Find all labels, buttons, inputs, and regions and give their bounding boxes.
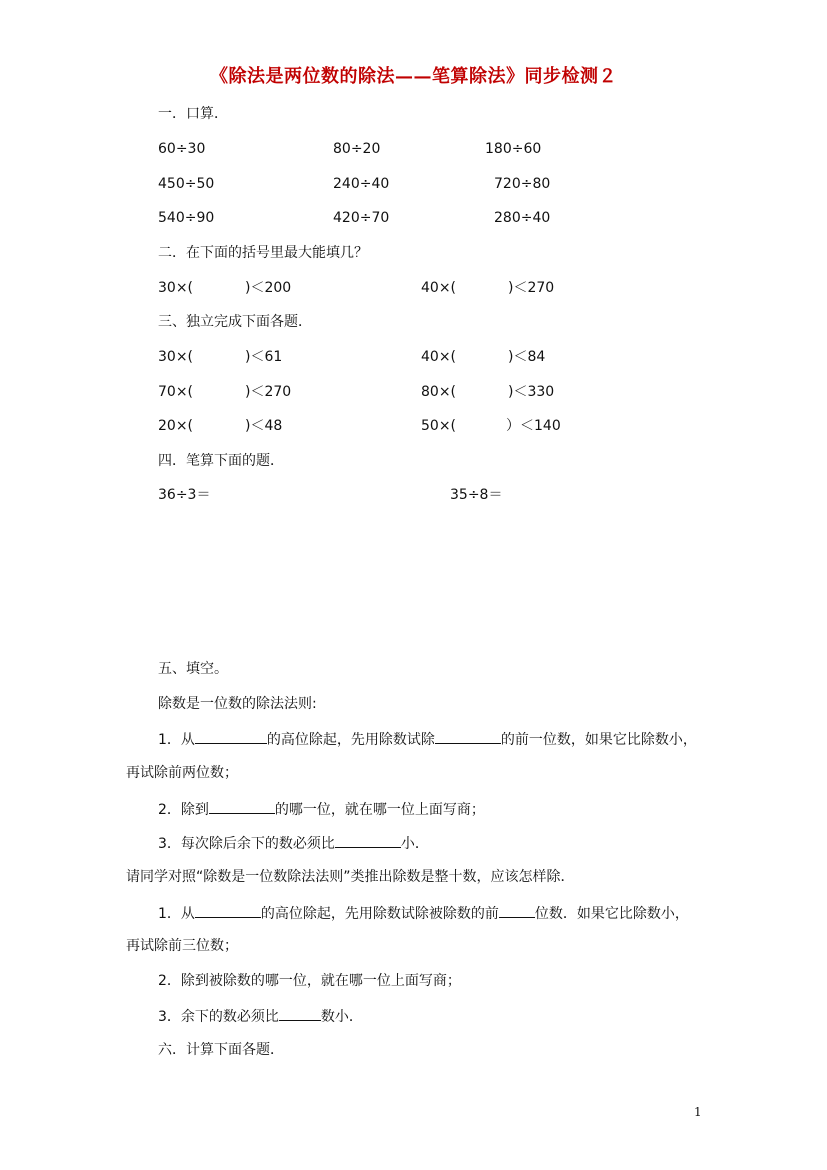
fill-blank [335, 832, 401, 848]
bracket-item-left: 30×( [158, 349, 194, 365]
fill-blank [195, 728, 267, 744]
fill-blank [195, 902, 261, 918]
rule-line-3 [158, 832, 429, 854]
oral-calc-item: 540÷90 [158, 210, 215, 226]
oral-calc-item: 240÷40 [333, 176, 390, 192]
question-line-3 [158, 1005, 363, 1027]
question-line-1 [158, 902, 689, 924]
text: 小． [400, 836, 429, 852]
text: 的高位除起，先用除数试除被除数的前 [260, 906, 499, 922]
bracket-item-right: )＜84 [508, 349, 546, 365]
text: 的前一位数，如果它比除数小， [500, 732, 697, 748]
rule-line-1-cont: 再试除前两位数； [126, 765, 238, 781]
text: 3．余下的数必须比 [158, 1009, 279, 1025]
section5-heading: 五、填空。 [158, 661, 228, 677]
bracket-item-right: )＜200 [245, 280, 292, 296]
rule-title: 除数是一位数的除法法则: [158, 696, 317, 712]
oral-calc-item: 420÷70 [333, 210, 390, 226]
bracket-item-right: )＜270 [245, 384, 292, 400]
text: 的高位除起，先用除数试除 [266, 732, 435, 748]
rule-line-2 [158, 798, 485, 820]
oral-calc-item: 450÷50 [158, 176, 215, 192]
rule-line-1 [158, 728, 697, 750]
section1-heading: 一．口算． [158, 106, 228, 122]
fill-blank [209, 798, 275, 814]
bracket-item-right: )＜330 [508, 384, 555, 400]
oral-calc-item: 80÷20 [333, 141, 381, 157]
bracket-item-left: 70×( [158, 384, 194, 400]
analogy-prompt: 请同学对照“除数是一位数除法法则”类推出除数是整十数，应该怎样除． [126, 869, 575, 885]
section4-heading: 四．笔算下面的题． [158, 453, 284, 469]
text: 数小． [320, 1009, 363, 1025]
bracket-item-right: )＜48 [245, 418, 283, 434]
text: 1．从 [158, 906, 195, 922]
text: 的哪一位，就在哪一位上面写商； [274, 802, 485, 818]
bracket-item-left: 50×( [421, 418, 457, 434]
text: 1．从 [158, 732, 195, 748]
bracket-item-right: )＜270 [508, 280, 555, 296]
section2-heading: 二．在下面的括号里最大能填几？ [158, 245, 368, 261]
oral-calc-item: 280÷40 [494, 210, 551, 226]
text: 位数．如果它比除数小， [534, 906, 689, 922]
section6-heading: 六．计算下面各题． [158, 1042, 284, 1058]
oral-calc-item: 60÷30 [158, 141, 206, 157]
question-line-2: 2．除到被除数的哪一位，就在哪一位上面写商； [158, 973, 461, 989]
text: 2．除到 [158, 802, 209, 818]
page-title: 《除法是两位数的除法——笔算除法》同步检测２ [210, 66, 617, 87]
question-line-1-cont: 再试除前三位数； [126, 938, 238, 954]
bracket-item-right: )＜61 [245, 349, 283, 365]
page-number: 1 [694, 1105, 702, 1119]
oral-calc-item: 720÷80 [494, 176, 551, 192]
bracket-item-left: 30×( [158, 280, 194, 296]
bracket-item-right: ）＜140 [506, 418, 561, 434]
bracket-item-left: 80×( [421, 384, 457, 400]
bracket-item-left: 40×( [421, 349, 457, 365]
fill-blank [279, 1005, 321, 1021]
fill-blank [499, 902, 535, 918]
bracket-item-left: 40×( [421, 280, 457, 296]
bracket-item-left: 20×( [158, 418, 194, 434]
oral-calc-item: 180÷60 [485, 141, 542, 157]
fill-blank [435, 728, 501, 744]
written-calc-item: 35÷8＝ [450, 487, 503, 503]
written-calc-item: 36÷3＝ [158, 487, 211, 503]
section3-heading: 三、独立完成下面各题． [158, 314, 312, 330]
text: 3．每次除后余下的数必须比 [158, 836, 335, 852]
